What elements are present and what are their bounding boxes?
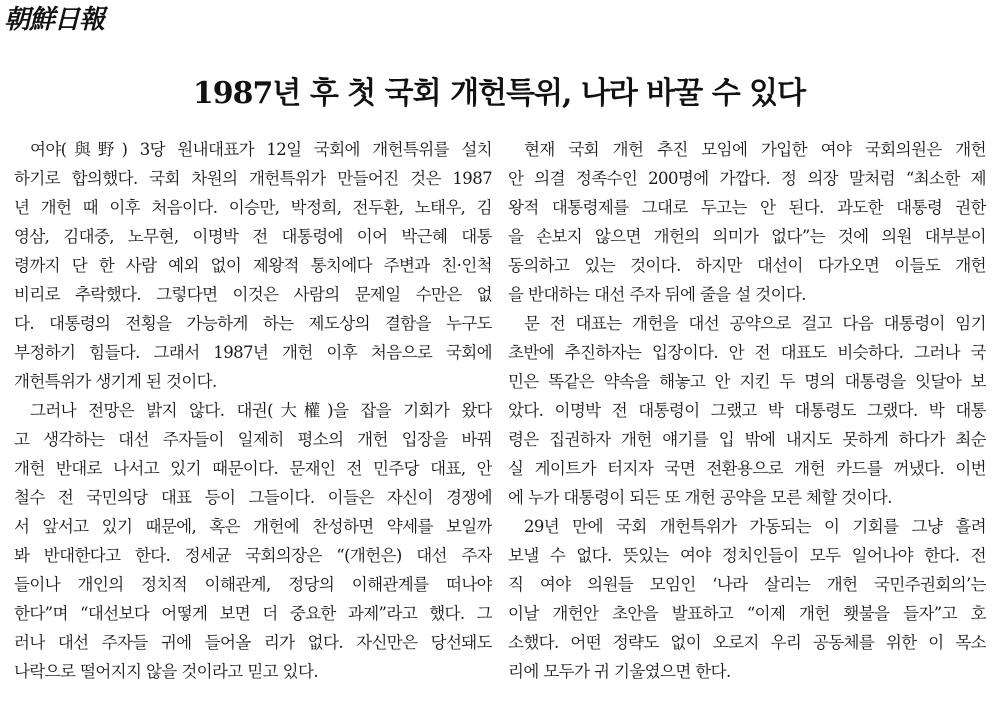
article-line: 령까지 단 한 사람 예외 없이 제왕적 통치에다 주변과 친·인척 xyxy=(14,256,492,275)
article-line: 들이나 개인의 정치적 이해관계, 정당의 이해관계를 떠나야 xyxy=(14,575,492,594)
article-line: 영삼, 김대중, 노무현, 이명박 전 대통령에 이어 박근혜 대통 xyxy=(14,227,492,246)
article-line: 봐 반대한다고 한다. 정세균 국회의장은 “(개헌은) 대선 주자 xyxy=(14,546,492,565)
article-line: 에 누가 대통령이 되든 또 개헌 공약을 모른 체할 것이다. xyxy=(508,488,892,507)
article-line: 여야(與野) 3당 원내대표가 12일 국회에 개헌특위를 설치 xyxy=(30,140,492,159)
article-line: 보낼 수 없다. 뜻있는 여야 정치인들이 모두 일어나야 한다. 전 xyxy=(508,546,986,565)
newspaper-masthead: 朝鮮日報 xyxy=(4,5,105,35)
article-line: 철수 전 국민의당 대표 등이 그들이다. 이들은 자신이 경쟁에 xyxy=(14,488,492,507)
article-line: 서 앞서고 있기 때문에, 혹은 개헌에 찬성하면 약세를 보일까 xyxy=(14,517,492,536)
article-line: 왕적 대통령제를 그대로 두고는 안 된다. 과도한 대통령 권한 xyxy=(508,198,986,217)
article-line: 고 생각하는 대선 주자들이 일제히 평소의 개헌 입장을 바꿔 xyxy=(14,430,492,449)
article-line: 개헌 반대로 나서고 있기 때문이다. 문재인 전 민주당 대표, 안 xyxy=(14,459,492,478)
article-line: 러나 대선 주자들 귀에 들어올 리가 없다. 자신만은 당선돼도 xyxy=(14,633,492,652)
article-line: 이날 개헌안 초안을 발표하고 “이제 개헌 횃불을 들자”고 호 xyxy=(508,604,986,623)
article-line: 나락으로 떨어지지 않을 것이라고 믿고 있다. xyxy=(14,662,318,681)
article-line: 그러나 전망은 밝지 않다. 대권(大權)을 잡을 기회가 왔다 xyxy=(30,401,492,420)
article-line: 한다”며 “대선보다 어떻게 보면 더 중요한 과제”라고 했다. 그 xyxy=(14,604,492,623)
article-line: 안 의결 정족수인 200명에 가깝다. 정 의장 말처럼 “최소한 제 xyxy=(508,169,986,188)
article-line: 을 손보지 않으면 개헌의 의미가 없다”는 것에 의원 대부분이 xyxy=(508,227,986,246)
article-line: 았다. 이명박 전 대통령이 그랬고 박 대통령도 그랬다. 박 대통 xyxy=(508,401,986,420)
article-line: 문 전 대표는 개헌을 대선 공약으로 걸고 다음 대통령이 임기 xyxy=(524,314,986,333)
article-line: 개헌특위가 생기게 된 것이다. xyxy=(14,372,217,391)
article-line: 령은 집권하자 개헌 얘기를 입 밖에 내지도 못하게 하다가 최순 xyxy=(508,430,986,449)
article-line: 소했다. 어떤 정략도 없이 오로지 우리 공동체를 위한 이 목소 xyxy=(508,633,986,652)
article-line: 29년 만에 국회 개헌특위가 가동되는 이 기회를 그냥 흘려 xyxy=(524,517,986,536)
article-line: 다. 대통령의 전횡을 가능하게 하는 제도상의 결함을 누구도 xyxy=(14,314,492,333)
article-line: 비리로 추락했다. 그렇다면 이것은 사람의 문제일 수만은 없 xyxy=(14,285,492,304)
article-line: 현재 국회 개헌 추진 모임에 가입한 여야 국회의원은 개헌 xyxy=(524,140,986,159)
article-line: 부정하기 힘들다. 그래서 1987년 개헌 이후 처음으로 국회에 xyxy=(14,343,492,362)
article-line: 직 여야 의원들 모임인 ‘나라 살리는 개헌 국민주권회의’는 xyxy=(508,575,986,594)
article-line: 초반에 추진하자는 입장이다. 안 전 대표도 비슷하다. 그러나 국 xyxy=(508,343,986,362)
article-line: 리에 모두가 귀 기울였으면 한다. xyxy=(508,662,731,681)
article-line: 하기로 합의했다. 국회 차원의 개헌특위가 만들어진 것은 1987 xyxy=(14,169,492,188)
article-column-right xyxy=(508,135,986,686)
article-column-left xyxy=(14,135,492,686)
article-line: 실 게이트가 터지자 국면 전환용으로 개헌 카드를 꺼냈다. 이번 xyxy=(508,459,986,478)
editorial-headline: 1987년 후 첫 국회 개헌특위, 나라 바꿀 수 있다 xyxy=(192,76,806,111)
article-line: 민은 똑같은 약속을 해놓고 안 지킨 두 명의 대통령을 잇달아 보 xyxy=(508,372,986,391)
article-line: 동의하고 있는 것이다. 하지만 대선이 다가오면 이들도 개헌 xyxy=(508,256,986,275)
article-line: 년 개헌 때 이후 처음이다. 이승만, 박정희, 전두환, 노태우, 김 xyxy=(14,198,492,217)
article-line: 을 반대하는 대선 주자 뒤에 줄을 설 것이다. xyxy=(508,285,806,304)
